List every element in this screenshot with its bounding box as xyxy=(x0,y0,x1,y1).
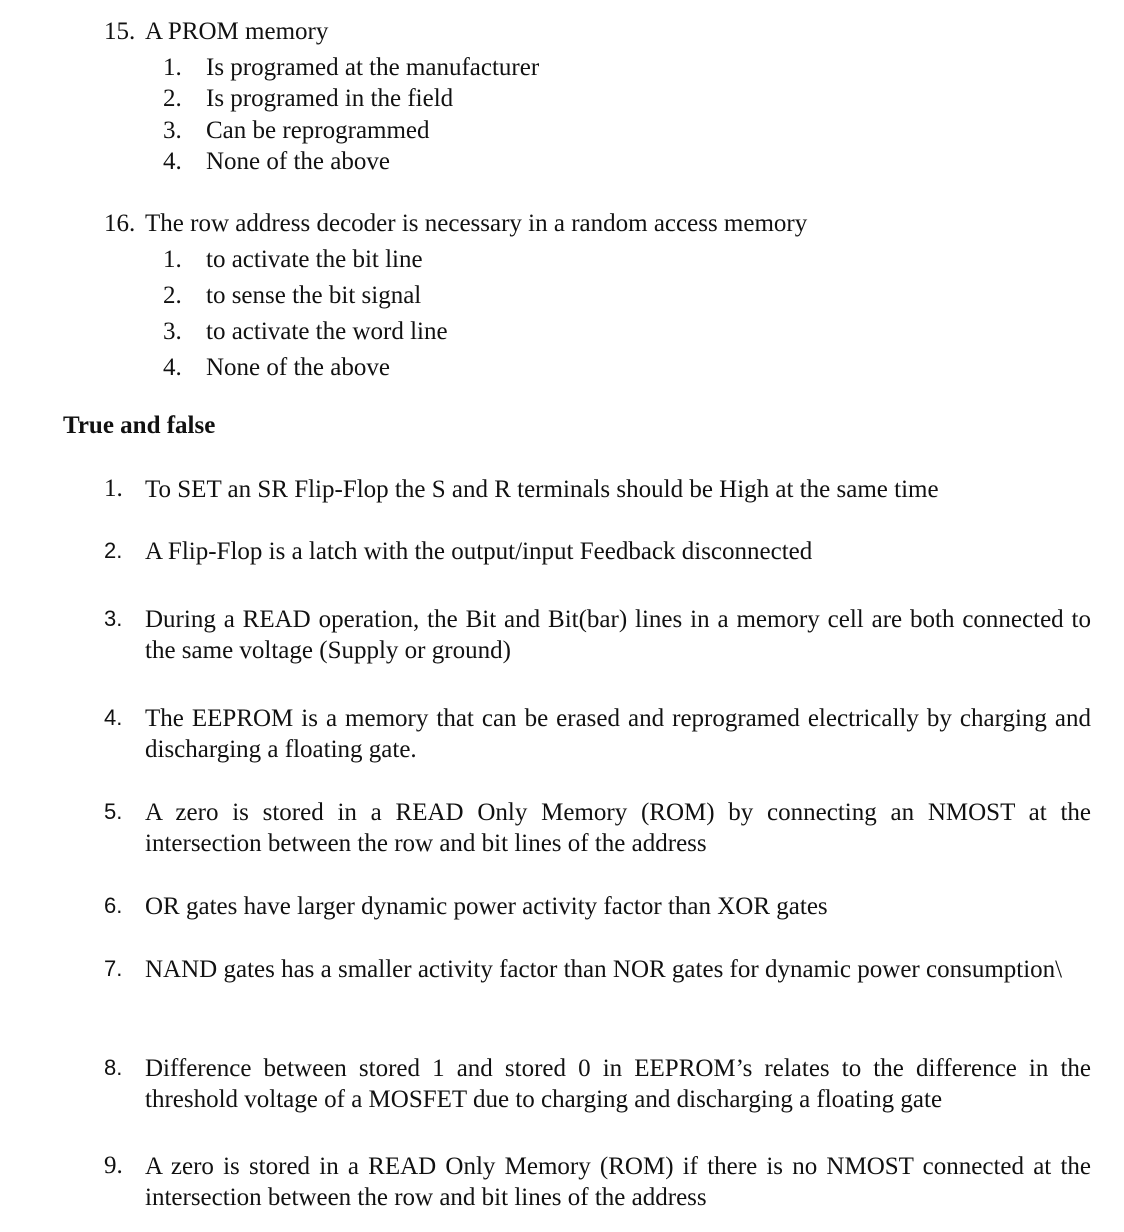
question-text: The row address decoder is necessary in a random access memory xyxy=(145,210,808,237)
item-text: A zero is stored in a READ Only Memory (ROM) if there is no NMOST connected at the intersection between the row and bit lines of the address xyxy=(145,1153,1091,1211)
item-number: 3. xyxy=(104,606,123,631)
option-text: to sense the bit signal xyxy=(206,282,422,309)
option-number: 3. xyxy=(163,318,182,345)
option-number: 2. xyxy=(163,282,182,309)
item-text: NAND gates has a smaller activity factor than NOR gates for dynamic power consumption\ xyxy=(145,956,1063,983)
item-number: 5. xyxy=(104,799,123,824)
item-number: 1. xyxy=(104,475,123,502)
option-number: 2. xyxy=(163,85,182,112)
item-text: Difference between stored 1 and stored 0 in EEPROM’s relates to the difference in the threshold voltage of a MOSFET due to charging and discharging a floating gate xyxy=(145,1055,1091,1113)
question-text: A PROM memory xyxy=(145,18,329,45)
item-text: The EEPROM is a memory that can be erased and reprogramed electrically by charging and discharging a floating gate. xyxy=(145,705,1091,763)
item-text: During a READ operation, the Bit and Bit(bar) lines in a memory cell are both connected to the same voltage (Supply or ground) xyxy=(145,606,1091,664)
item-text: A Flip-Flop is a latch with the output/input Feedback disconnected xyxy=(145,538,813,565)
item-number: 8. xyxy=(104,1055,123,1080)
option-text: None of the above xyxy=(206,148,390,175)
option-number: 4. xyxy=(163,354,182,381)
option-number: 1. xyxy=(163,246,182,273)
item-number: 2. xyxy=(104,538,123,563)
option-text: Can be reprogrammed xyxy=(206,117,430,144)
question-number: 16. xyxy=(104,210,136,237)
section-heading: True and false xyxy=(63,412,216,439)
item-number: 4. xyxy=(104,705,123,730)
item-text: A zero is stored in a READ Only Memory (ROM) by connecting an NMOST at the intersection between the row and bit lines of the address xyxy=(145,799,1091,857)
option-number: 4. xyxy=(163,148,182,175)
option-number: 3. xyxy=(163,117,182,144)
option-text: to activate the bit line xyxy=(206,246,423,273)
item-text: OR gates have larger dynamic power activity factor than XOR gates xyxy=(145,893,828,920)
option-text: to activate the word line xyxy=(206,318,448,345)
item-text: To SET an SR Flip-Flop the S and R terminals should be High at the same time xyxy=(145,476,939,503)
item-number: 6. xyxy=(104,893,123,918)
option-text: None of the above xyxy=(206,354,390,381)
item-number: 7. xyxy=(104,956,123,981)
option-text: Is programed in the field xyxy=(206,85,454,112)
question-number: 15. xyxy=(104,18,136,45)
option-text: Is programed at the manufacturer xyxy=(206,54,540,81)
option-number: 1. xyxy=(163,54,182,81)
item-number: 9. xyxy=(104,1152,123,1179)
